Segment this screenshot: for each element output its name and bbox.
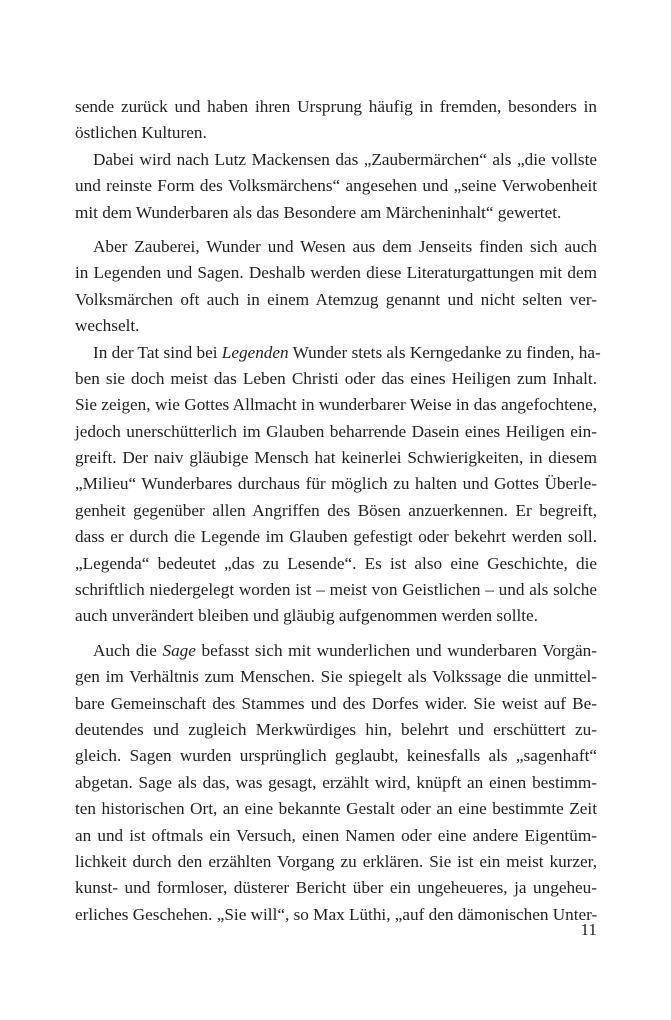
paragraph (75, 234, 597, 340)
paragraph (75, 638, 597, 928)
text-line (75, 340, 601, 366)
text-line: in Legenden und Sagen. Deshalb werden diese Literaturgattungen mit dem (75, 263, 597, 283)
text-line: mit dem Wunderbaren als das Besondere am Märcheninhalt“ gewertet. (75, 202, 562, 222)
text-line: bare Gemeinschaft des Stammes und des Dorfes wider. Sie weist auf Be- (75, 693, 597, 713)
text-line: gen im Verhältnis zum Menschen. Sie spiegelt als Volkssage die unmittel- (75, 667, 597, 687)
text-line: dass er durch die Legende im Glauben gefestigt oder bekehrt werden soll. (75, 527, 597, 547)
text-run: Wunder stets als Kerngedanke zu finden, ha- (288, 342, 601, 362)
text-line: lichkeit durch den erzählten Vorgang zu erklären. Sie ist ein meist kurzer, (75, 851, 597, 871)
text-line: genheit gegenüber allen Angriffen des Bösen anzuerkennen. Er begreift, (75, 500, 597, 520)
text-line: „Milieu“ Wunderbares durchaus für möglich zu halten und Gottes Überle- (75, 474, 597, 494)
text-line: Aber Zauberei, Wunder und Wesen aus dem Jenseits finden sich auch (93, 236, 597, 256)
page-number: 11 (580, 920, 597, 939)
text-line: östlichen Kulturen. (75, 123, 207, 143)
text-line: ben sie doch meist das Leben Christi oder das eines Heiligen zum Inhalt. (75, 368, 597, 388)
paragraph (75, 94, 597, 147)
text-line: Dabei wird nach Lutz Mackensen das „Zaubermärchen“ als „die vollste (93, 149, 597, 169)
emphasis-term: Legenden (221, 342, 289, 362)
text-line: jedoch unerschütterlich im Glauben beharrende Dasein eines Heiligen ein- (75, 421, 597, 441)
text-line: wechselt. (75, 316, 140, 336)
text-line: ten historischen Ort, an eine bekannte Gestalt oder an eine bestimmte Zeit (75, 799, 597, 819)
text-line: an und ist oftmals ein Versuch, einen Namen oder eine andere Eigentüm- (75, 825, 597, 845)
text-line: „Legenda“ bedeutet „das zu Lesende“. Es ist also eine Geschichte, die (75, 553, 597, 573)
text-line: deutendes und zugleich Merkwürdiges hin, belehrt und erschüttert zu- (75, 719, 597, 739)
book-page-text (75, 94, 601, 928)
text-line: erliches Geschehen. „Sie will“, so Max Lüthi, „auf den dämonischen Unter- (75, 904, 598, 924)
text-line: kunst- und formloser, düsterer Bericht über ein ungeheueres, ja ungeheu- (75, 878, 597, 898)
emphasis-term: Sage (162, 640, 196, 660)
text-line: sende zurück und haben ihren Ursprung häufig in fremden, besonders in (75, 97, 597, 116)
paragraph (75, 340, 601, 630)
text-line: schriftlich niedergelegt worden ist – meist von Geistlichen – und als solche (75, 580, 597, 600)
text-run: Auch die (93, 640, 163, 660)
text-line: auch unverändert bleiben und gläubig aufgenommen werden sollte. (75, 606, 538, 626)
text-line: und reinste Form des Volksmärchens“ angesehen und „seine Verwobenheit (75, 176, 597, 196)
text-line (75, 638, 597, 664)
text-line: gleich. Sagen wurden ursprünglich geglaubt, keinesfalls als „sagenhaft“ (75, 746, 597, 766)
text-line: Volksmärchen oft auch in einem Atemzug genannt und nicht selten ver- (75, 289, 597, 309)
text-line: Sie zeigen, wie Gottes Allmacht in wunderbarer Weise in das angefochtene, (75, 395, 597, 415)
text-run: befasst sich mit wunderlichen und wunderbaren Vorgän- (195, 640, 597, 660)
text-line: greift. Der naiv gläubige Mensch hat keinerlei Schwierigkeiten, in diesem (75, 448, 597, 468)
text-run: In der Tat sind bei (93, 342, 222, 362)
text-line: abgetan. Sage als das, was gesagt, erzählt wird, knüpft an einen bestimm- (75, 772, 597, 792)
paragraph (75, 147, 597, 226)
